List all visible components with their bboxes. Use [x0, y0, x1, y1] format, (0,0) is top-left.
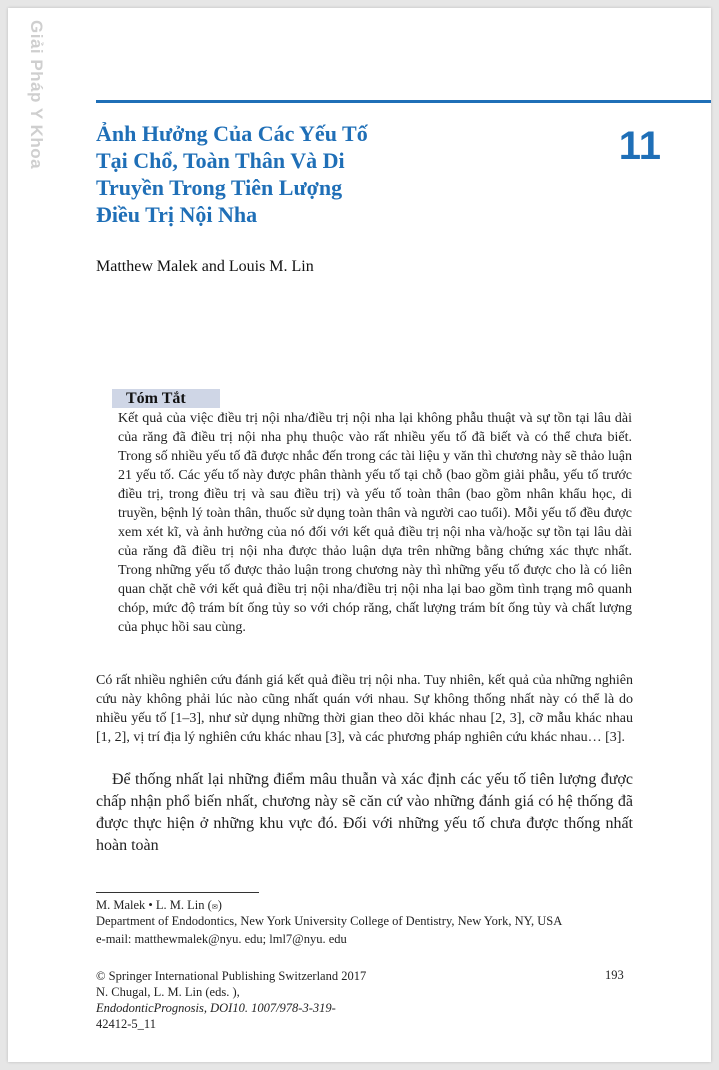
- title-line: Truyền Trong Tiên Lượng: [96, 175, 343, 200]
- watermark: Giải Pháp Y Khoa: [27, 20, 46, 170]
- copyright-line: © Springer International Publishing Switzerland 2017: [96, 969, 367, 983]
- chapter-rule: [96, 100, 711, 103]
- footnote-department: Department of Endodontics, New York University College of Dentistry, New York, NY, USA: [96, 914, 563, 928]
- abstract-section: [112, 389, 632, 637]
- footnote-rule: [96, 892, 259, 893]
- abstract-heading: Tóm Tắt: [112, 389, 220, 408]
- chapter-authors: Matthew Malek and Louis M. Lin: [96, 258, 314, 275]
- copyright-block: [96, 968, 396, 1032]
- title-line: Ảnh Hưởng Của Các Yếu Tố: [96, 121, 368, 146]
- abstract-text: Kết quả của việc điều trị nội nha/điều trị nội nha lại không phẫu thuật và sự tồn tại lâu dài của răng đã điều trị nội nha phụ thuộc vào rất nhiều yếu tố đã biết và có thể chưa biết. Trong số nhiều yếu tố đã được nhắc đến trong các tài liệu y văn thì chương này sẽ thảo luận 21 yếu tố. Các yếu tố này được phân thành yếu tố tại chỗ (bao gồm giải phẫu, yếu tố trước điều trị, trong điều trị và sau điều trị) và yếu tố toàn thân (bao gồm nhân khẩu học, di truyền, bệnh lý toàn thân, thuốc sử dụng toàn thân và người cao tuổi). Mỗi yếu tố đều được xem xét kĩ, và ảnh hưởng của nó đối với kết quả điều trị nội nha và/hoặc sự tồn tại lâu dài của răng đã điều trị nội nha được thảo luận dựa trên những bằng chứng xác thực nhất. Trong những yếu tố được thảo luận trong chương này thì những yếu tố được cho là có liên quan chặt chẽ với kết quả điều trị nội nha/điều trị nội nha lại bao gồm tình trạng mô quanh chóp, mức độ trám bít ống tủy so với chóp răng, chất lượng trám bít ống tủy và chất lượng của phục hồi sau cùng.: [118, 411, 632, 635]
- chapter-title: [96, 120, 456, 228]
- body-paragraph-1: Có rất nhiều nghiên cứu đánh giá kết quả điều trị nội nha. Tuy nhiên, kết quả của những nghiên cứu này không phải lúc nào cũng nhất quán với nhau. Sự không thống nhất này có thể là do nhiều yếu tố [1–3], như sử dụng những thời gian theo dõi khác nhau [2, 3], cỡ mẫu khác nhau [1, 2], vị trí địa lý nghiên cứu khác nhau [3], và các phương pháp nghiên cứu khác nhau… [3].: [96, 673, 633, 745]
- editors-line: N. Chugal, L. M. Lin (eds. ),: [96, 985, 240, 999]
- footnote-authors: [96, 898, 222, 913]
- doi-line-end: 42412-5_11: [96, 1017, 156, 1031]
- page-number: 193: [605, 968, 624, 982]
- body-paragraph-2: Để thống nhất lại những điểm mâu thuẫn và xác định các yếu tố tiên lượng được chấp nhận phổ biến nhất, chương này sẽ căn cứ vào những đánh giá có hệ thống đã được thực hiện ở những khu vực đó. Đối với những yếu tố chưa được thống nhất hoàn toàn: [96, 771, 633, 854]
- chapter-number: 11: [618, 124, 661, 168]
- footnote-names: M. Malek • L. M. Lin (: [96, 898, 212, 912]
- title-line: Điều Trị Nội Nha: [96, 202, 258, 227]
- footnote-names-end: ): [217, 898, 222, 912]
- email-icon: ✉: [211, 903, 218, 911]
- footnote-email: e-mail: matthewmalek@nyu. edu; lml7@nyu. edu: [96, 932, 347, 946]
- title-line: Tại Chổ, Toàn Thân Và Di: [96, 148, 345, 173]
- document-page: [8, 8, 711, 1062]
- doi-line: EndodonticPrognosis, DOI10. 1007/978-3-319-: [96, 1001, 336, 1015]
